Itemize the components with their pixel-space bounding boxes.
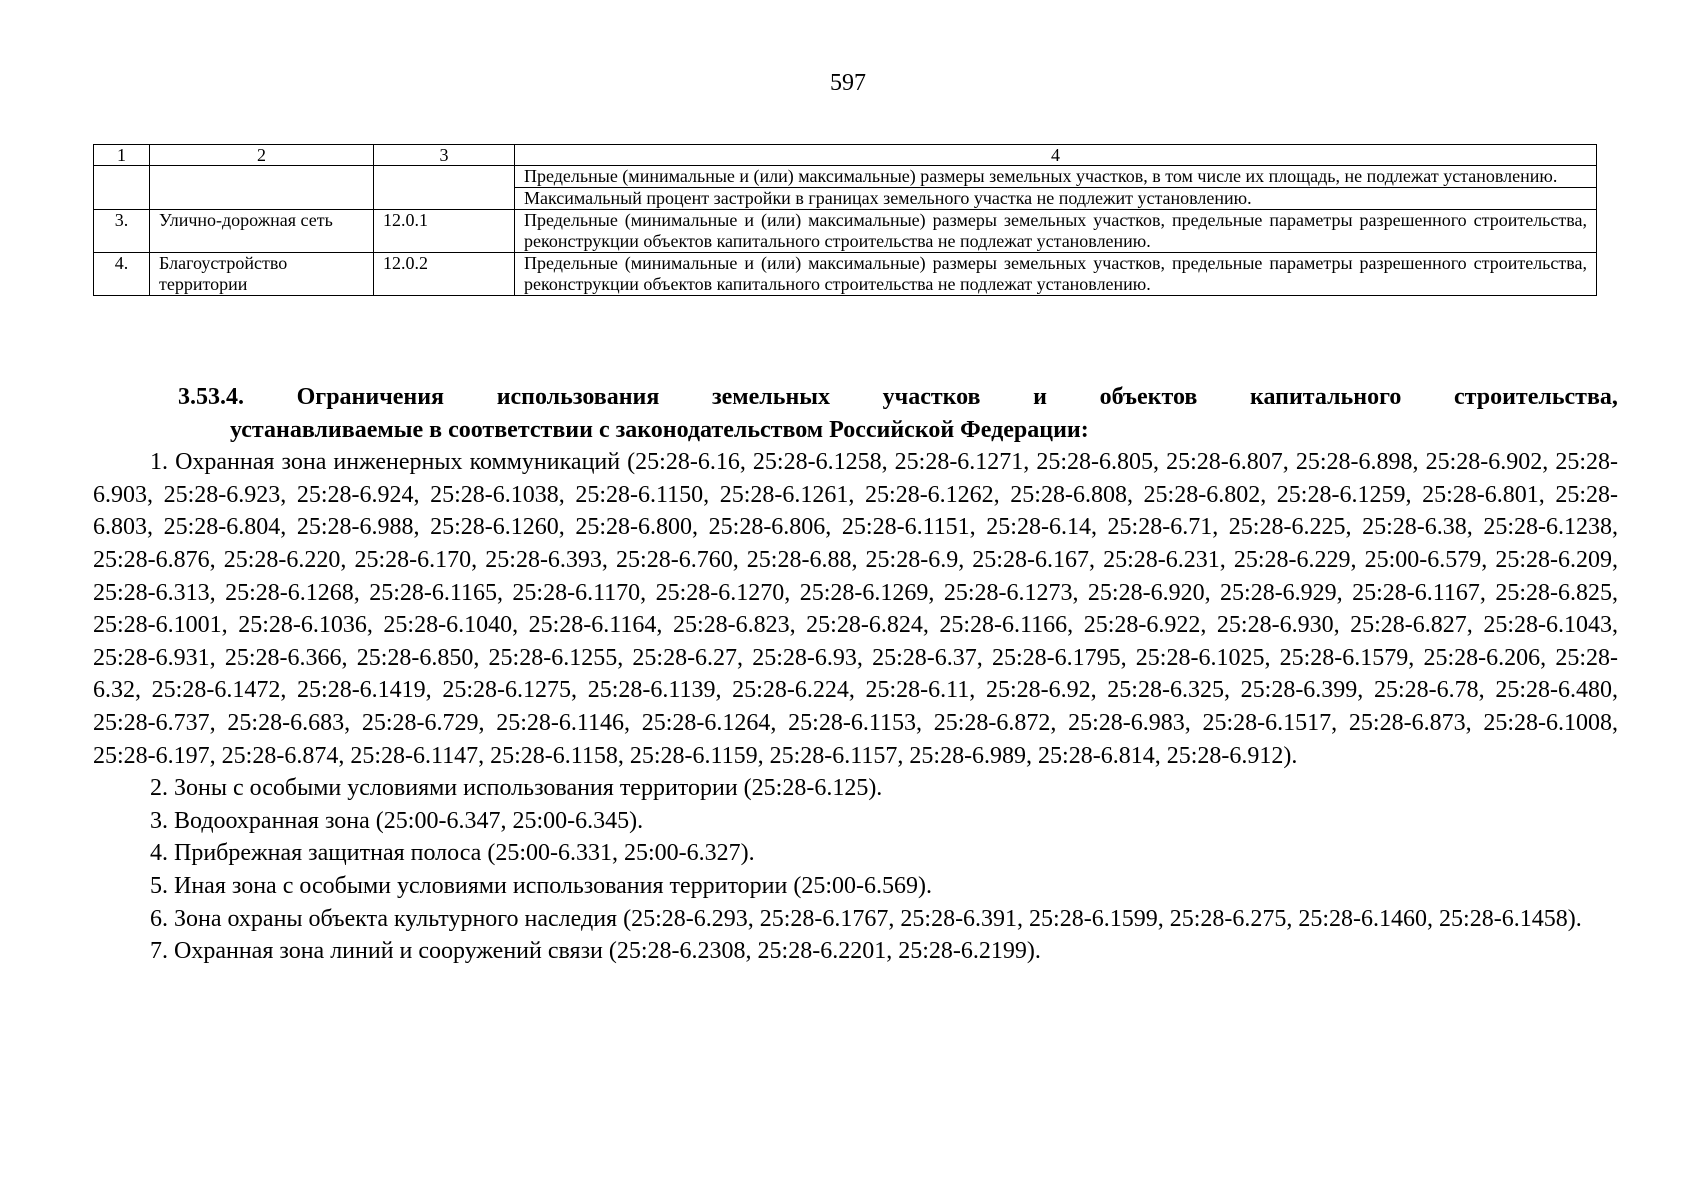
heading-word: 3.53.4. [178, 384, 244, 410]
table-cell-number: 4. [94, 253, 150, 296]
section-heading-line: устанавливаемые в соответствии с законодательством Российской Федерации: [230, 416, 1089, 443]
list-item: 1. Охранная зона инженерных коммуникаций (25:28-6.16, 25:28-6.1258, 25:28-6.1271, 25:28-6.805, 25:28-6.807, 25:28-6.898, 25:28-6.902, 25:28-6.903, 25:28-6.923, 25:28-6.924, 25:28-6.1038, 25:28-6.1150, 25:28-6.1261, 25:28-6.1262, 25:28-6.808, 25:28-6.802, 25:28-6.1259, 25:28-6.801, 25:28-6.803, 25:28-6.804, 25:28-6.988, 25:28-6.1260, 25:28-6.800, 25:28-6.806, 25:28-6.1151, 25:28-6.14, 25:28-6.71, 25:28-6.225, 25:28-6.38, 25:28-6.1238, 25:28-6.876, 25:28-6.220, 25:28-6.170, 25:28-6.393, 25:28-6.760, 25:28-6.88, 25:28-6.9, 25:28-6.167, 25:28-6.231, 25:28-6.229, 25:00-6.579, 25:28-6.209, 25:28-6.313, 25:28-6.1268, 25:28-6.1165, 25:28-6.1170, 25:28-6.1270, 25:28-6.1269, 25:28-6.1273, 25:28-6.920, 25:28-6.929, 25:28-6.1167, 25:28-6.825, 25:28-6.1001, 25:28-6.1036, 25:28-6.1040, 25:28-6.1164, 25:28-6.823, 25:28-6.824, 25:28-6.1166, 25:28-6.922, 25:28-6.930, 25:28-6.827, 25:28-6.1043, 25:28-6.931, 25:28-6.366, 25:28-6.850, 25:28-6.1255, 25:28-6.27, 25:28-6.93, 25:28-6.37, 25:28-6.1795, 25:28-6.1025, 25:28-6.1579, 25:28-6.206, 25:28-6.32, 25:28-6.1472, 25:28-6.1419, 25:28-6.1275, 25:28-6.1139, 25:28-6.224, 25:28-6.11, 25:28-6.92, 25:28-6.325, 25:28-6.399, 25:28-6.78, 25:28-6.480, 25:28-6.737, 25:28-6.683, 25:28-6.729, 25:28-6.1146, 25:28-6.1264, 25:28-6.1153, 25:28-6.872, 25:28-6.983, 25:28-6.1517, 25:28-6.873, 25:28-6.1008, 25:28-6.197, 25:28-6.874, 25:28-6.1147, 25:28-6.1158, 25:28-6.1159, 25:28-6.1157, 25:28-6.989, 25:28-6.814, 25:28-6.912). [93, 449, 1618, 769]
table-header-cell: 2 [150, 145, 374, 166]
table-cell-code: 12.0.2 [374, 253, 515, 296]
table-row [94, 210, 1597, 253]
table-cell-name: Улично-дорожная сеть [150, 210, 374, 253]
section-heading [93, 381, 1618, 446]
table-cell-empty [374, 166, 515, 210]
restrictions-section [93, 381, 1618, 968]
list-item: 7. Охранная зона линий и сооружений связи (25:28-6.2308, 25:28-6.2201, 25:28-6.2199). [150, 938, 1041, 965]
list-item: 5. Иная зона с особыми условиями использования территории (25:00-6.569). [150, 872, 933, 899]
table-header-cell: 3 [374, 145, 515, 166]
table-cell-text: Предельные (минимальные и (или) максимальные) размеры земельных участков, предельные параметры разрешенного строительства, реконструкции объектов капитального строительства не подлежат установлению. [515, 210, 1597, 253]
table-cell-number: 3. [94, 210, 150, 253]
list-item: 3. Водоохранная зона (25:00-6.347, 25:00-6.345). [150, 807, 644, 834]
table-cell-empty [150, 166, 374, 210]
heading-word: и [1033, 384, 1047, 410]
heading-word: строительства, [1454, 384, 1618, 410]
heading-word: земельных [711, 384, 831, 410]
table-header-cell: 1 [94, 145, 150, 166]
list-item: 4. Прибрежная защитная полоса (25:00-6.331, 25:00-6.327). [150, 840, 755, 867]
table-cell-text: Предельные (минимальные и (или) максимальные) размеры земельных участков, в том числе их площадь, не подлежат установлению. [515, 166, 1597, 188]
page-number: 597 [830, 70, 866, 96]
table-header-cell: 4 [515, 145, 1597, 166]
table-header-row [94, 145, 1597, 166]
table-cell-empty [94, 166, 150, 210]
table-cell-name: Благоустройство территории [150, 253, 374, 296]
heading-word: капитального [1249, 384, 1402, 410]
heading-word: объектов [1099, 384, 1198, 410]
table-cell-code: 12.0.1 [374, 210, 515, 253]
heading-word: использования [496, 384, 660, 410]
list-item: 6. Зона охраны объекта культурного наследия (25:28-6.293, 25:28-6.1767, 25:28-6.391, 25:28-6.1599, 25:28-6.275, 25:28-6.1460, 25:28-6.1458). [150, 905, 1582, 932]
section-heading-line [93, 381, 1618, 414]
list-item: 2. Зоны с особыми условиями использования территории (25:28-6.125). [150, 775, 883, 802]
parameters-table [93, 144, 1597, 296]
table-cell-text: Максимальный процент застройки в границах земельного участка не подлежит установлению. [515, 188, 1597, 210]
heading-word: участков [882, 384, 981, 410]
heading-word: Ограничения [296, 384, 445, 410]
table-row [94, 253, 1597, 296]
table-cell-text: Предельные (минимальные и (или) максимальные) размеры земельных участков, предельные параметры разрешенного строительства, реконструкции объектов капитального строительства не подлежат установлению. [515, 253, 1597, 296]
table-row [94, 166, 1597, 188]
